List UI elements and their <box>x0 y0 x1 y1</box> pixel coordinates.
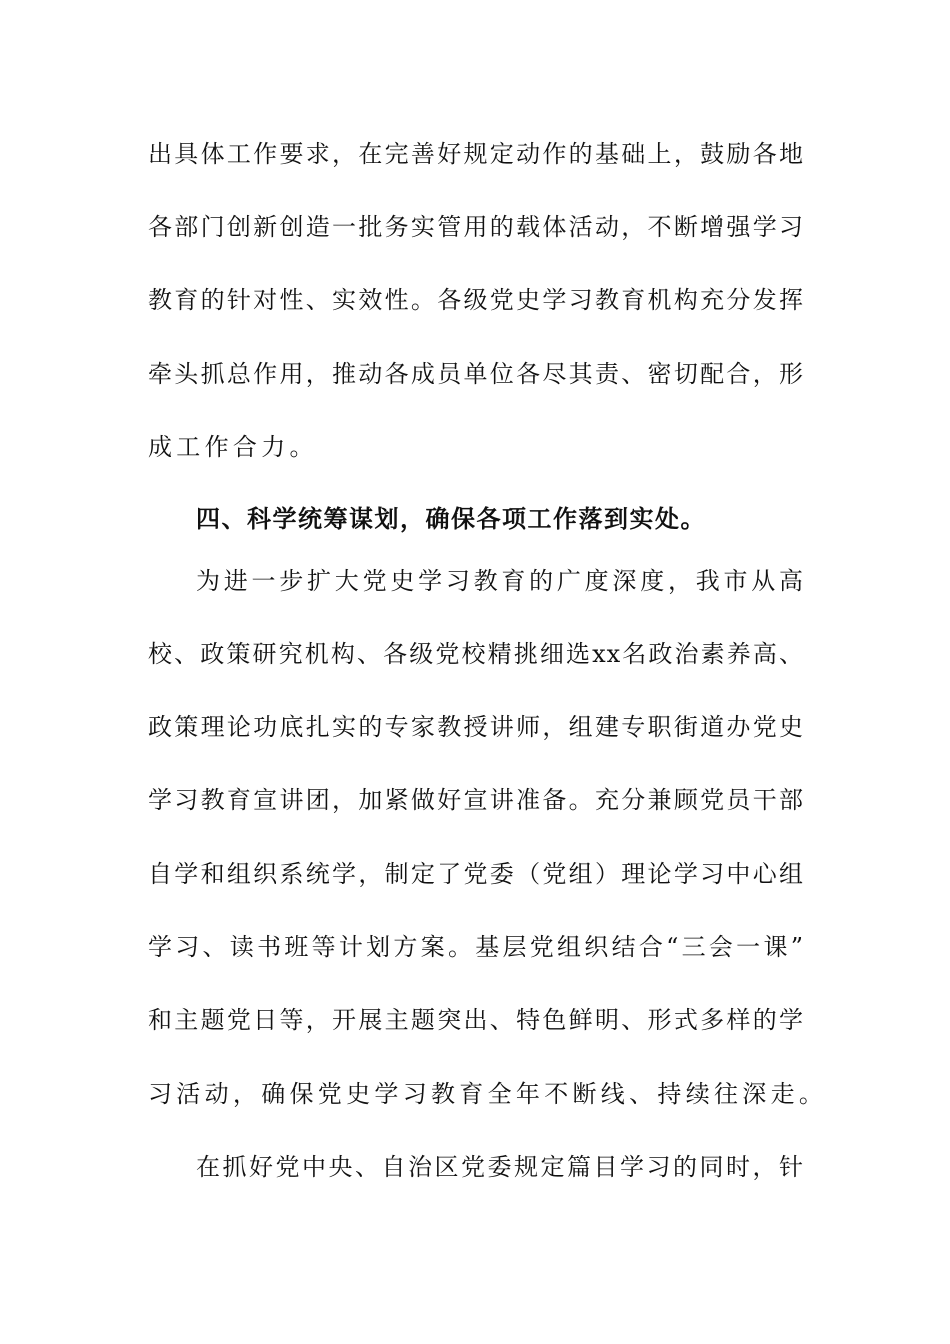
paragraph-line: 教育的针对性、实效性。各级党史学习教育机构充分发挥 <box>148 286 804 314</box>
paragraph-line: 在抓好党中央、自治区党委规定篇目学习的同时，针 <box>196 1153 804 1181</box>
paragraph-line: 各部门创新创造一批务实管用的载体活动，不断增强学习 <box>148 213 804 241</box>
paragraph-line: 成工作合力。 <box>148 433 318 461</box>
paragraph-line: 和主题党日等，开展主题突出、特色鲜明、形式多样的学 <box>148 1006 804 1034</box>
paragraph-line: 校、政策研究机构、各级党校精挑细选xx名政治素养高、 <box>148 640 804 668</box>
paragraph-line: 习活动，确保党史学习教育全年不断线、持续往深走。 <box>148 1080 828 1108</box>
paragraph-line: 政策理论功底扎实的专家教授讲师，组建专职街道办党史 <box>148 713 804 741</box>
paragraph-line: 牵头抓总作用，推动各成员单位各尽其责、密切配合，形 <box>148 360 804 388</box>
section-heading: 四、科学统筹谋划，确保各项工作落到实处。 <box>196 505 706 533</box>
paragraph-line: 学习教育宣讲团，加紧做好宣讲准备。充分兼顾党员干部 <box>148 786 804 814</box>
paragraph-line: 学习、读书班等计划方案。基层党组织结合“三会一课” <box>148 933 804 961</box>
paragraph-line: 出具体工作要求，在完善好规定动作的基础上，鼓励各地 <box>148 140 804 168</box>
paragraph-line: 自学和组织系统学，制定了党委（党组）理论学习中心组 <box>148 860 804 888</box>
paragraph-line: 为进一步扩大党史学习教育的广度深度，我市从高 <box>196 567 804 595</box>
